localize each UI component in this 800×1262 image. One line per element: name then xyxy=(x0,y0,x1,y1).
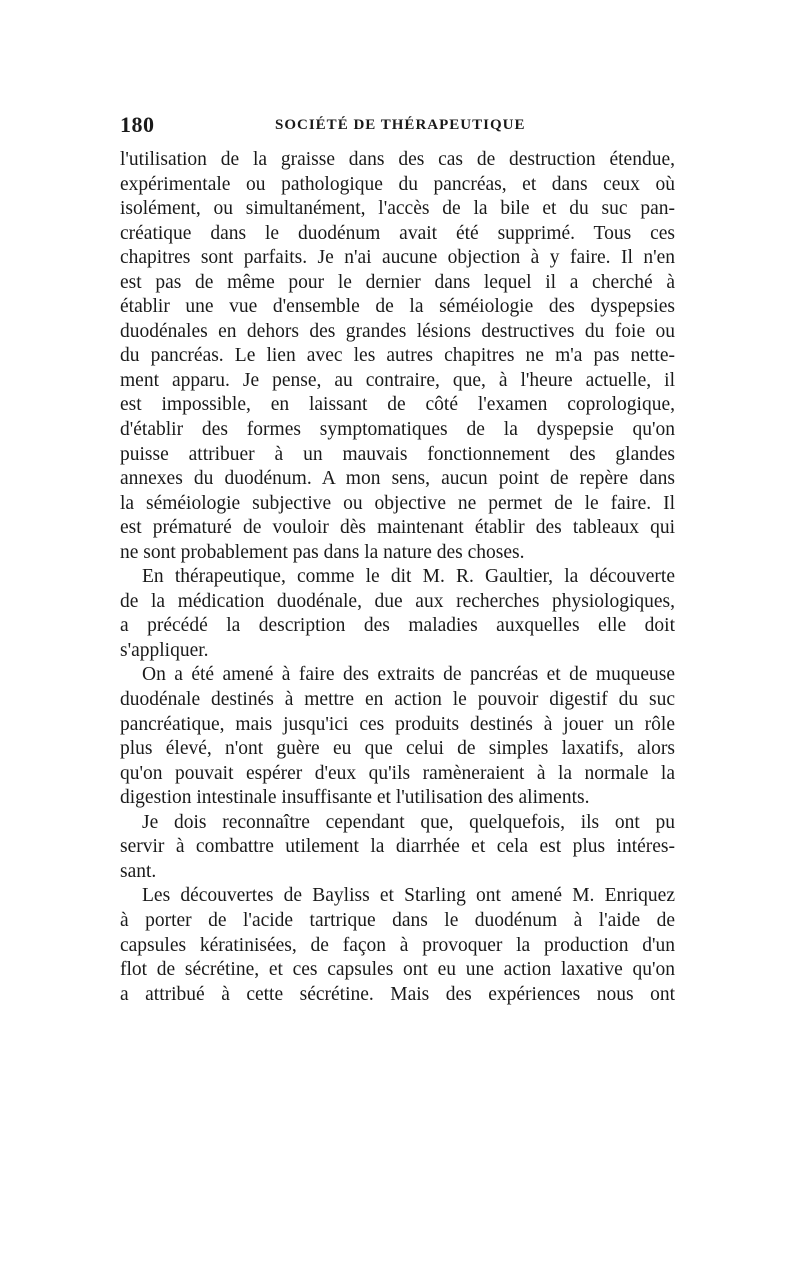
paragraph xyxy=(120,884,675,1007)
text-line: du pancréas. Le lien avec les autres chapitres ne m'a pas nette- xyxy=(120,345,675,367)
text-line: est pas de même pour le dernier dans lequel il a cherché à xyxy=(120,271,675,293)
text-line: sant. xyxy=(120,860,157,882)
text-line: duodénale destinés à mettre en action le pouvoir digestif du suc xyxy=(120,689,675,711)
text-line: qu'on pouvait espérer d'eux qu'ils ramèneraient à la normale la xyxy=(120,762,675,784)
running-title: SOCIÉTÉ DE THÉRAPEUTIQUE xyxy=(275,117,526,133)
text-line: est prématuré de vouloir dès maintenant établir des tableaux qui xyxy=(120,517,675,539)
text-line: d'établir des formes symptomatiques de la dyspepsie qu'on xyxy=(120,419,675,441)
text-line: expérimentale ou pathologique du pancréas, et dans ceux où xyxy=(120,173,675,195)
text-line: de la médication duodénale, due aux recherches physiologiques, xyxy=(120,590,675,612)
text-line: servir à combattre utilement la diarrhée et cela est plus intéres- xyxy=(120,836,675,858)
text-line: a attribué à cette sécrétine. Mais des expériences nous ont xyxy=(120,983,675,1005)
text-line: digestion intestinale insuffisante et l'utilisation des aliments. xyxy=(120,787,590,809)
text-line: chapitres sont parfaits. Je n'ai aucune objection à y faire. Il n'en xyxy=(120,247,675,269)
text-line: établir une vue d'ensemble de la séméiologie des dyspepsies xyxy=(120,296,675,318)
text-line: Les découvertes de Bayliss et Starling ont amené M. Enriquez xyxy=(142,885,675,907)
text-line: pancréatique, mais jusqu'ici ces produits destinés à jouer un rôle xyxy=(120,713,675,735)
running-head xyxy=(120,112,675,142)
paragraph xyxy=(120,565,675,663)
text-line: à porter de l'acide tartrique dans le duodénum à l'aide de xyxy=(120,909,675,931)
body-text xyxy=(120,148,675,1007)
paragraph xyxy=(120,663,675,810)
text-line: Je dois reconnaître cependant que, quelquefois, ils ont pu xyxy=(142,811,675,833)
text-line: l'utilisation de la graisse dans des cas de destruction étendue, xyxy=(120,149,675,170)
text-line: est impossible, en laissant de côté l'examen coprologique, xyxy=(120,394,675,416)
text-line: On a été amené à faire des extraits de pancréas et de muqueuse xyxy=(142,664,675,686)
text-line: créatique dans le duodénum avait été supprimé. Tous ces xyxy=(120,222,675,244)
paragraph xyxy=(120,148,675,565)
text-line: capsules kératinisées, de façon à provoquer la production d'un xyxy=(120,934,675,956)
text-line: duodénales en dehors des grandes lésions destructives du foie ou xyxy=(120,320,675,342)
text-line: En thérapeutique, comme le dit M. R. Gaultier, la découverte xyxy=(142,566,675,588)
text-line: plus élevé, n'ont guère eu que celui de simples laxatifs, alors xyxy=(120,738,675,760)
text-line: ne sont probablement pas dans la nature des choses. xyxy=(120,541,525,563)
text-line: flot de sécrétine, et ces capsules ont eu une action laxative qu'on xyxy=(120,959,675,981)
text-line: isolément, ou simultanément, l'accès de la bile et du suc pan- xyxy=(120,198,675,220)
page-number: 180 xyxy=(120,112,155,137)
paragraph xyxy=(120,811,675,885)
text-line: la séméiologie subjective ou objective ne permet de le faire. Il xyxy=(120,492,675,514)
text-line: puisse attribuer à un mauvais fonctionnement des glandes xyxy=(120,443,675,465)
text-line: ment apparu. Je pense, au contraire, que, à l'heure actuelle, il xyxy=(120,369,675,391)
text-line: annexes du duodénum. A mon sens, aucun point de repère dans xyxy=(120,468,675,490)
text-line: s'appliquer. xyxy=(120,639,209,661)
text-line: a précédé la description des maladies auxquelles elle doit xyxy=(120,615,675,637)
